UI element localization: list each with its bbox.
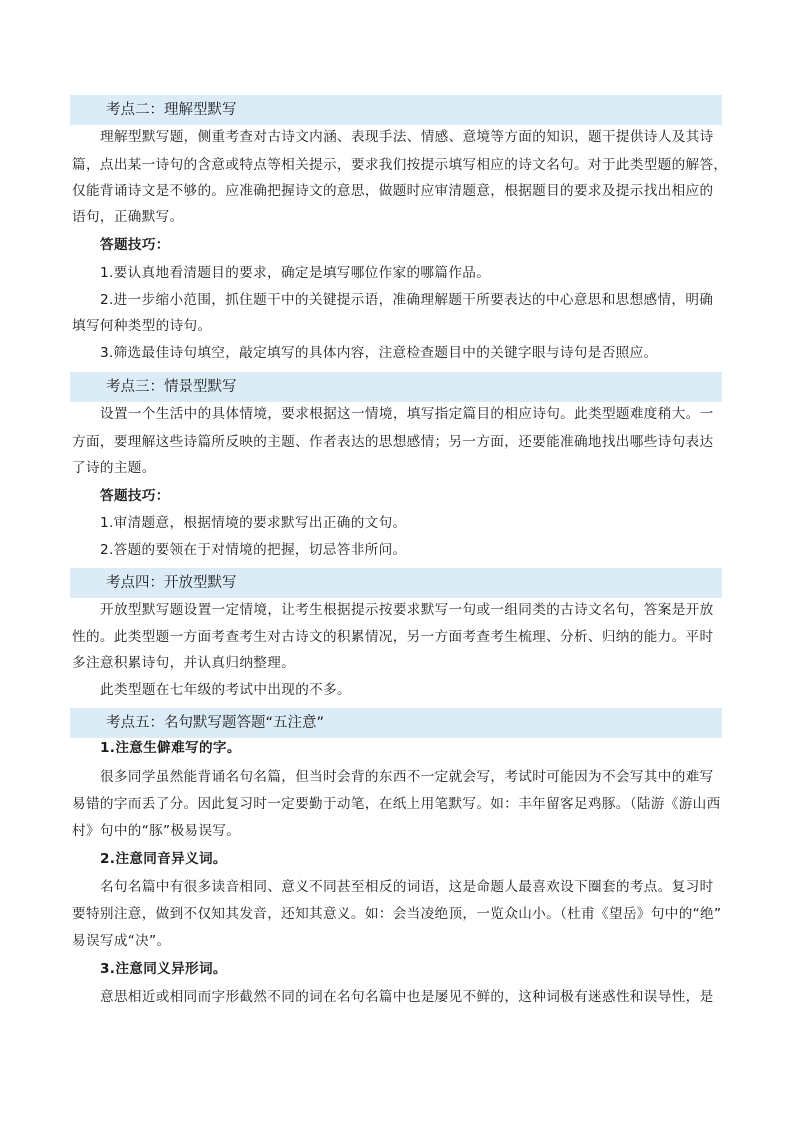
section-heading-3	[70, 372, 722, 402]
paragraph-line: 了诗的主题。	[72, 460, 156, 476]
paragraph-line: 易误写成“决”。	[72, 933, 171, 949]
paragraph-line: 设置一个生活中的具体情境，要求根据这一情境，填写指定篇目的相应诗句。此类型题难度稍大。一	[100, 406, 714, 422]
paragraph-line: 村》句中的“豚”极易误写。	[72, 823, 241, 839]
section-heading-2	[70, 95, 722, 125]
paragraph-line: 名句名篇中有很多读音相同、意义不同甚至相反的词语，这是命题人最喜欢设下圈套的考点。复习时	[100, 879, 714, 895]
tip-item: 2.答题的要领在于对情境的把握，切忌答非所问。	[100, 542, 407, 558]
paragraph-line: 此类型题在七年级的考试中出现的不多。	[100, 682, 351, 698]
paragraph-line: 要特别注意，做到不仅知其发音，还知其意义。如：会当凌绝顶，一览众山小。（杜甫《望岳》句中的“绝”	[72, 906, 722, 922]
tip-item: 1.要认真地看清题目的要求，确定是填写哪位作家的哪篇作品。	[100, 265, 491, 281]
tips-label: 答题技巧：	[100, 237, 170, 253]
section-heading-4	[70, 568, 722, 598]
tip-item: 2.进一步缩小范围，抓住题干中的关键提示语，准确理解题干所要表达的中心意思和思想感情，明确	[100, 292, 714, 308]
paragraph-line: 多注意积累诗句，并认真归纳整理。	[72, 655, 296, 671]
section-heading-text: 考点五：名句默写题答题“五注意”	[106, 715, 325, 731]
paragraph-line: 很多同学虽然能背诵名句名篇，但当时会背的东西不一定就会写，考试时可能因为不会写其中的难写	[100, 769, 714, 785]
paragraph-line: 仅能背诵诗文是不够的。应准确把握诗文的意思，做题时应审清题意，根据题目的要求及提示找出相应的	[72, 183, 714, 199]
tips-label: 答题技巧：	[100, 488, 170, 504]
tip-item: 3.筛选最佳诗句填空，敲定填写的具体内容，注意检查题目中的关键字眼与诗句是否照应。	[100, 345, 658, 361]
item-title: 2.注意同音异义词。	[100, 851, 227, 867]
paragraph-line: 理解型默写题，侧重考查对古诗文内涵、表现手法、情感、意境等方面的知识，题干提供诗人及其诗	[100, 129, 714, 145]
item-title: 3.注意同义异形词。	[100, 961, 227, 977]
paragraph-line: 性的。此类型题一方面考查考生对古诗文的积累情况，另一方面考查考生梳理、分析、归纳的能力。平时	[72, 629, 714, 645]
paragraph-line: 意思相近或相同而字形截然不同的词在名句名篇中也是屡见不鲜的，这种词极有迷惑性和误导性，是	[100, 989, 714, 1005]
paragraph-line: 易错的字而丢了分。因此复习时一定要勤于动笔，在纸上用笔默写。如：丰年留客足鸡豚。（陆游《游山西	[72, 796, 721, 812]
section-heading-text: 考点二：理解型默写	[106, 102, 237, 118]
paragraph-line: 语句，正确默写。	[72, 209, 184, 225]
section-heading-text: 考点三：情景型默写	[106, 379, 237, 395]
section-heading-5	[70, 708, 722, 738]
paragraph-line: 篇，点出某一诗句的含意或特点等相关提示，要求我们按提示填写相应的诗文名句。对于此类型题的解答，	[72, 157, 728, 173]
section-heading-text: 考点四：开放型默写	[106, 575, 237, 591]
tip-item: 1.审清题意，根据情境的要求默写出正确的文句。	[100, 515, 407, 531]
paragraph-line: 开放型默写题设置一定情境，让考生根据提示按要求默写一句或一组同类的古诗文名句，答案是开放	[100, 602, 714, 618]
paragraph-line: 方面，要理解这些诗篇所反映的主题、作者表达的思想感情；另一方面，还要能准确地找出哪些诗句表达	[72, 434, 714, 450]
tip-item: 填写何种类型的诗句。	[72, 318, 212, 334]
item-title: 1.注意生僻难写的字。	[100, 740, 241, 756]
